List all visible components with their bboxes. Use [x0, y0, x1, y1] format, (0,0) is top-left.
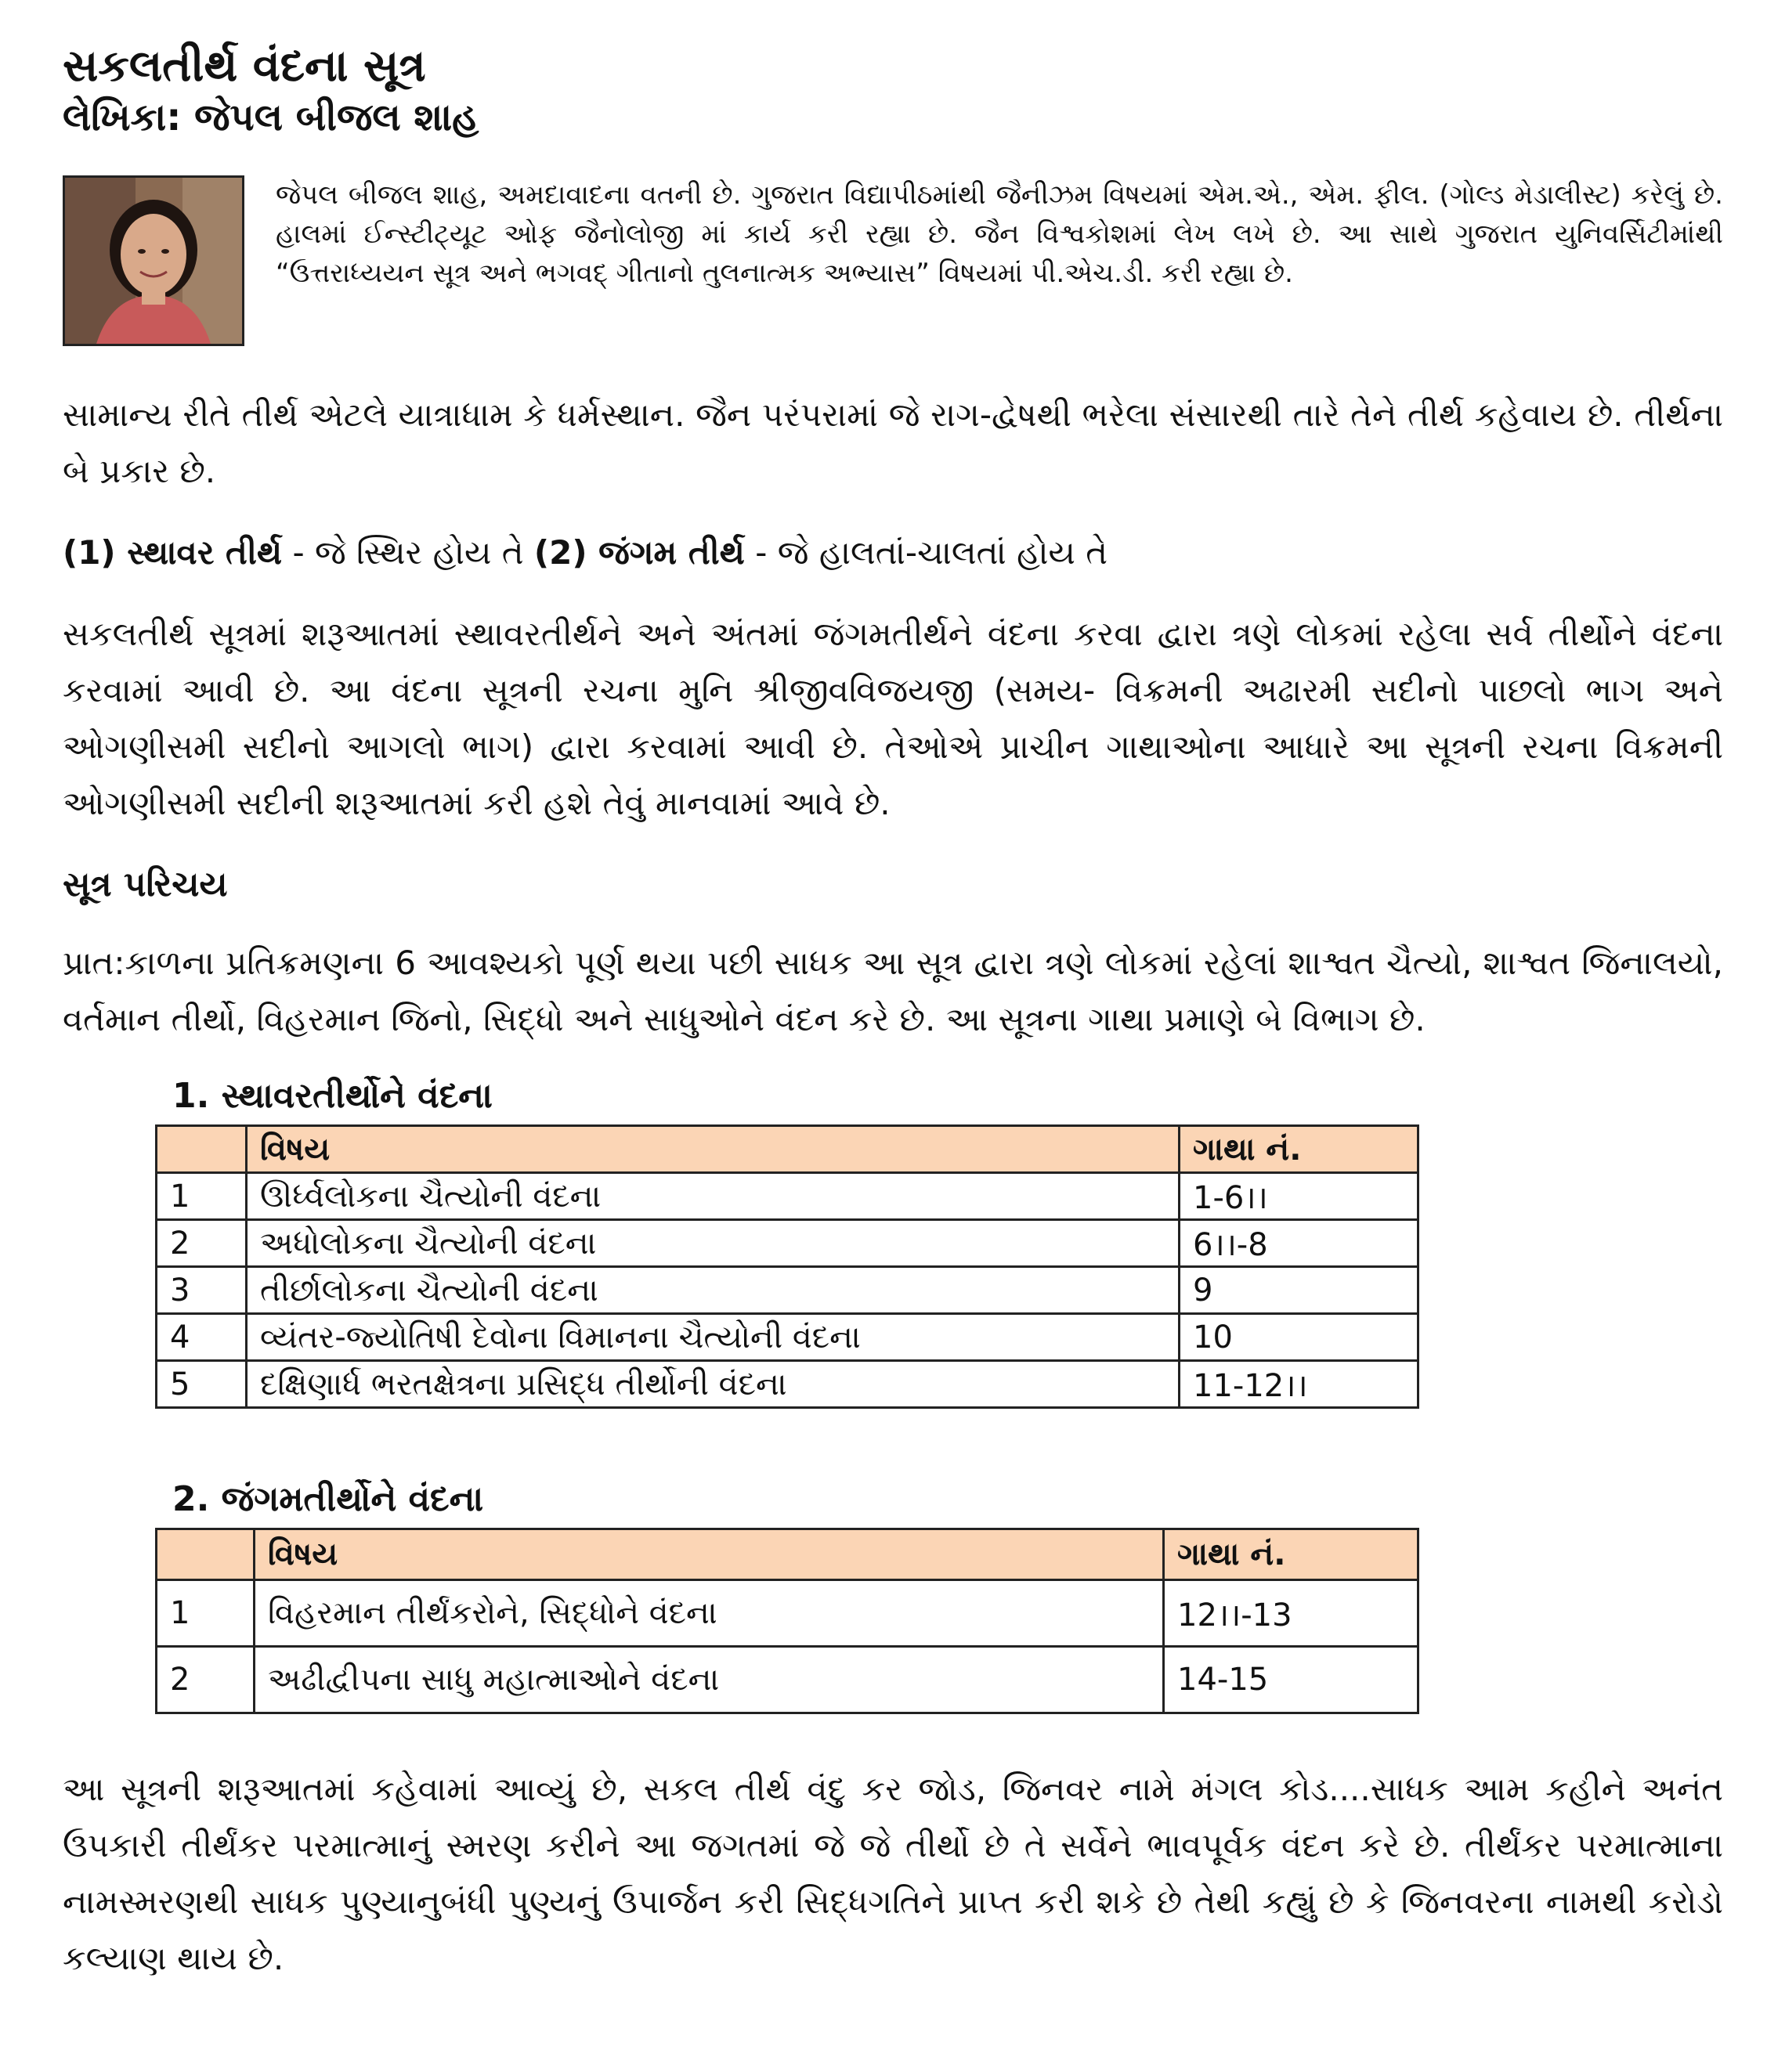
author-photo: [63, 175, 244, 346]
header-cell: વિષય: [255, 1529, 1164, 1580]
article-title: સકલતીર્થ વંદના સૂત્ર: [63, 41, 426, 92]
table-header-row: [157, 1126, 1418, 1173]
table-header-row: [157, 1529, 1418, 1580]
sutra-intro-paragraph: પ્રાત:કાળના પ્રતિક્રમણના 6 આવશ્યકો પૂર્ણ થયા પછી સાધક આ સૂત્ર દ્વારા ત્રણે લોકમાં રહેલાં શાશ્વત ચૈત્યો, શાશ્વત જિનાલયો, વર્તમાન તીર્થો, વિહરમાન જિનો, સિદ્ધો અને સાધુઓને વંદન કરે છે. આ સૂત્રના ગાથા પ્રમાણે બે વિભાગ છે.: [63, 944, 1723, 1038]
header-cell: ગાથા નં.: [1180, 1126, 1418, 1173]
row-gatha: 9: [1180, 1267, 1418, 1314]
table-row: [157, 1173, 1418, 1220]
table-sthavar-tirth: [155, 1124, 1419, 1409]
row-gatha: 10: [1180, 1314, 1418, 1361]
row-number: 4: [157, 1314, 247, 1361]
closing-paragraph: આ સૂત્રની શરૂઆતમાં કહેવામાં આવ્યું છે, સકલ તીર્થ વંદુ કર જોડ, જિનવર નામે મંગલ કોડ....સાધક આમ કહીને અનંત ઉપકારી તીર્થંકર પરમાત્માનું સ્મરણ કરીને આ જગતમાં જે જે તીર્થો છે તે સર્વેને ભાવપૂર્વક વંદન કરે છે. તીર્થંકર પરમાત્માના નામસ્મરણથી સાધક પુણ્યાનુબંધી પુણ્યનું ઉપાર્જન કરી સિદ્ધગતિને પ્રાપ્ત કરી શકે છે તેથી કહ્યું છે કે જિનવરના નામથી કરોડો કલ્યાણ થાય છે.: [63, 1770, 1723, 1977]
row-number: 3: [157, 1267, 247, 1314]
type-2-desc: - જે હાલતાં-ચાલતાં હોય તે: [744, 533, 1108, 572]
row-subject: દક્ષિણાર્ધ ભરતક્ષેત્રના પ્રસિદ્ધ તીર્થોની વંદના: [247, 1361, 1180, 1408]
type-2-label: (2) જંગમ તીર્થ: [533, 533, 745, 572]
table-jangam-tirth: [155, 1528, 1419, 1714]
header-cell: ગાથા નં.: [1164, 1529, 1418, 1580]
table-row: [157, 1314, 1418, 1361]
table-2-title: 2. જંગમતીર્થોને વંદના: [172, 1479, 484, 1519]
tirth-types-line: [63, 525, 1723, 581]
author-portrait-image: [65, 178, 242, 344]
row-subject: અઢીદ્વીપના સાધુ મહાત્માઓને વંદના: [255, 1647, 1164, 1713]
table-row: [157, 1220, 1418, 1267]
row-subject: વિહરમાન તીર્થંકરોને, સિદ્ધોને વંદના: [255, 1580, 1164, 1647]
row-number: 1: [157, 1173, 247, 1220]
row-subject: ઊર્ધ્વલોકના ચૈત્યોની વંદના: [247, 1173, 1180, 1220]
table-row: [157, 1647, 1418, 1713]
author-bio-text: જેપલ બીજલ શાહ, અમદાવાદના વતની છે. ગુજરાત વિદ્યાપીઠમાંથી જૈનીઝમ વિષયમાં એમ.એ., એમ. ફીલ. (ગોલ્ડ મેડાલીસ્ટ) કરેલું છે. હાલમાં ઈન્સ્ટીટ્યૂટ ઓફ જૈનોલોજી માં કાર્ય કરી રહ્યા છે. જૈન વિશ્વકોશમાં લેખ લખે છે. આ સાથે ગુજરાત યુનિવર્સિટીમાંથી “ઉત્તરાધ્યયન સૂત્ર અને ભગવદ્ ગીતાનો તુલનાત્મક અભ્યાસ” વિષયમાં પી.એચ.ડી. કરી રહ્યા છે.: [276, 179, 1723, 289]
table-row: [157, 1361, 1418, 1408]
type-1-desc: - જે સ્થિર હોય તે: [282, 533, 534, 572]
row-gatha: 1-6।।: [1180, 1173, 1418, 1220]
table-1-title: 1. સ્થાવરતીર્થોને વંદના: [172, 1076, 493, 1116]
header-cell: [157, 1529, 255, 1580]
row-number: 5: [157, 1361, 247, 1408]
author-bio-block: [63, 175, 1723, 349]
row-gatha: 11-12।।: [1180, 1361, 1418, 1408]
row-subject: તીર્છાલોકના ચૈત્યોની વંદના: [247, 1267, 1180, 1314]
table-row: [157, 1580, 1418, 1647]
article: [63, 39, 1723, 2012]
table-row: [157, 1267, 1418, 1314]
row-subject: અધોલોકના ચૈત્યોની વંદના: [247, 1220, 1180, 1267]
row-gatha: 14-15: [1164, 1647, 1418, 1713]
header-cell: વિષય: [247, 1126, 1180, 1173]
row-number: 1: [157, 1580, 255, 1647]
intro-paragraph: સામાન્ય રીતે તીર્થ એટલે યાત્રાધામ કે ધર્મસ્થાન. જૈન પરંપરામાં જે રાગ-દ્વેષથી ભરેલા સંસારથી તારે તેને તીર્થ કહેવાય છે. તીર્થના બે પ્રકાર છે.: [63, 395, 1723, 490]
row-number: 2: [157, 1647, 255, 1713]
row-subject: વ્યંતર-જ્યોતિષી દેવોના વિમાનના ચૈત્યોની વંદના: [247, 1314, 1180, 1361]
sutra-origin-paragraph: સકલતીર્થ સૂત્રમાં શરૂઆતમાં સ્થાવરતીર્થને અને અંતમાં જંગમતીર્થને વંદના કરવા દ્વારા ત્રણે લોકમાં રહેલા સર્વ તીર્થોને વંદના કરવામાં આવી છે. આ વંદના સૂત્રની રચના મુનિ શ્રીજીવવિજયજી (સમય- વિક્રમની અઢારમી સદીનો પાછલો ભાગ અને ઓગણીસમી સદીનો આગલો ભાગ) દ્વારા કરવામાં આવી છે. તેઓએ પ્રાચીન ગાથાઓના આધારે આ સૂત્રની રચના વિક્રમની ઓગણીસમી સદીની શરૂઆતમાં કરી હશે તેવું માનવામાં આવે છે.: [63, 615, 1723, 822]
author-line: લેખિકા: જેપલ બીજલ શાહ: [63, 96, 479, 139]
row-gatha: 12।।-13: [1164, 1580, 1418, 1647]
row-number: 2: [157, 1220, 247, 1267]
type-1-label: (1) સ્થાવર તીર્થ: [63, 533, 283, 572]
section-heading: સૂત્ર પરિચય: [63, 865, 228, 904]
row-gatha: 6।।-8: [1180, 1220, 1418, 1267]
header-cell: [157, 1126, 247, 1173]
